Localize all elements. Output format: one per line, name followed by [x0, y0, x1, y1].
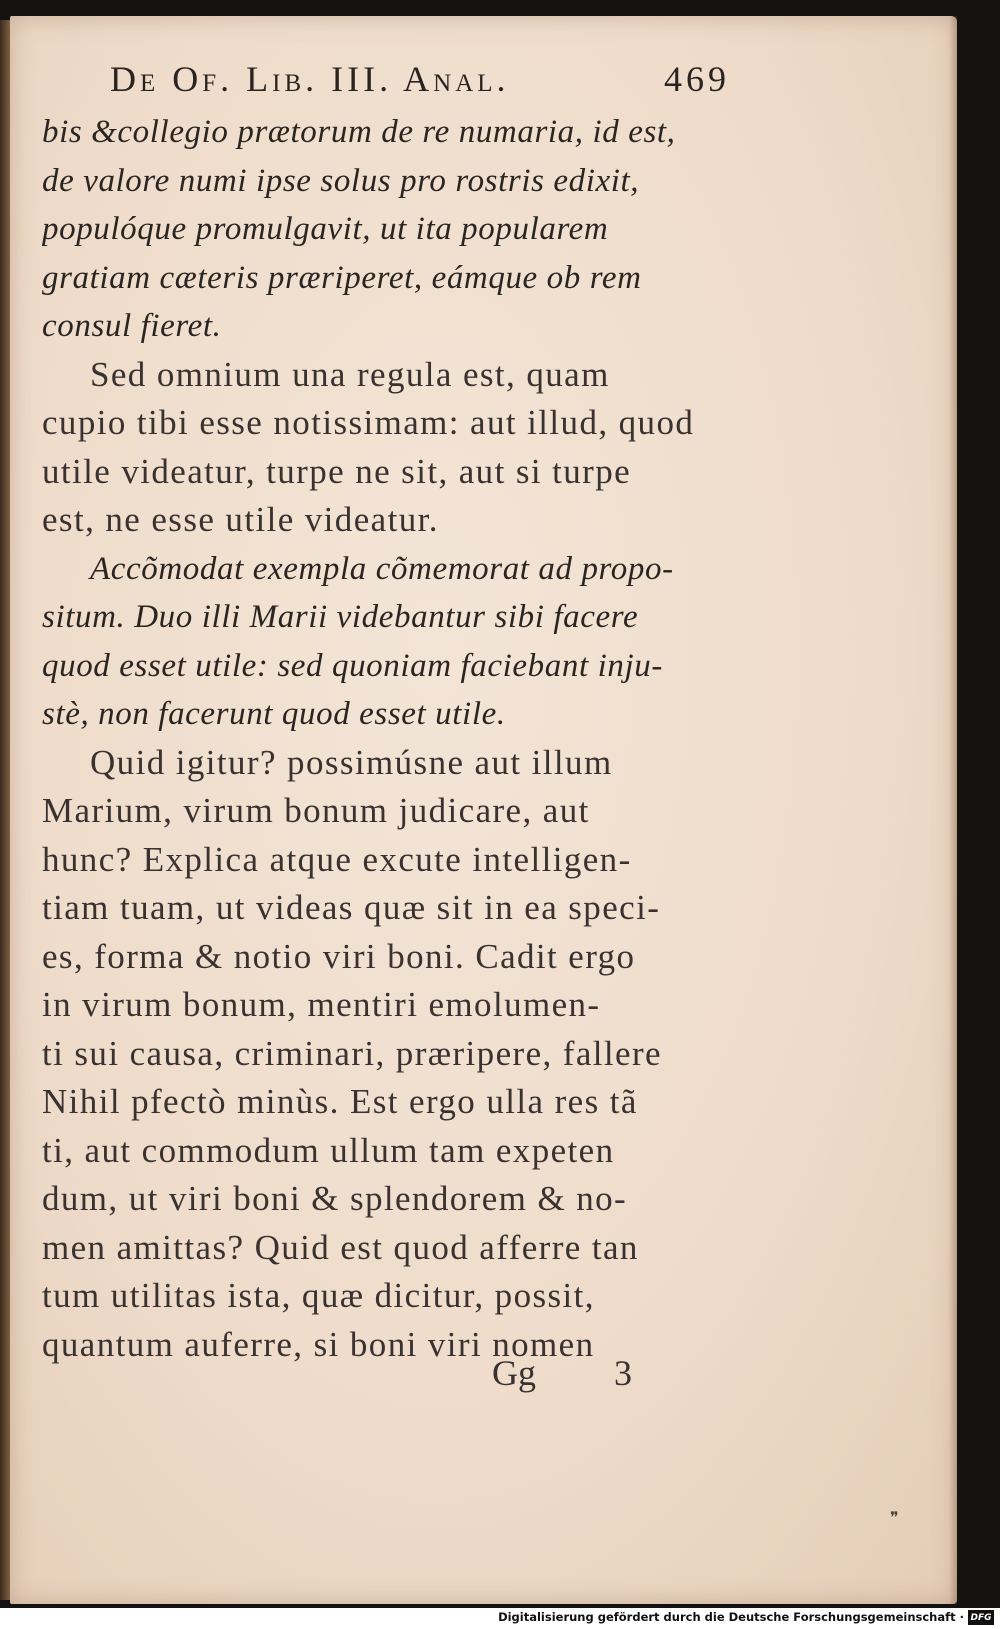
signature-catchword	[492, 1352, 632, 1394]
text-line: Sed omnium una regula est, quam	[90, 354, 610, 394]
text-line: Quid igitur? possimúsne aut illum	[90, 742, 613, 782]
text-line: cupio tibi esse notissimam: aut illud, quod	[42, 403, 695, 442]
text-line: ti sui causa, criminari, præripere, fallere	[42, 1033, 662, 1073]
text-line: quantum auferre, si boni viri nomen	[42, 1324, 595, 1364]
body-text	[42, 108, 747, 1369]
page-number: 469	[664, 59, 730, 99]
text-line: hunc? Explica atque excute intelligen-	[42, 839, 632, 879]
text-line: populóque promulgavit, ut ita popularem	[42, 211, 609, 247]
dfg-logo: DFG	[968, 1610, 994, 1625]
text-line: bis &collegio prætorum de re numaria, id est,	[42, 114, 676, 150]
text-line: in virum bonum, mentiri emolumen-	[42, 985, 601, 1024]
running-head-title: De Of. Lib. III. Anal.	[110, 59, 510, 99]
text-line: quod esset utile: sed quoniam faciebant inju-	[42, 647, 663, 684]
text-line: stè, non facerunt quod esset utile.	[42, 696, 506, 732]
text-line: utile videatur, turpe ne sit, aut si turpe	[42, 451, 632, 491]
text-line: ti, aut commodum ullum tam expeten	[42, 1130, 615, 1170]
text-line: consul fieret.	[42, 308, 222, 344]
page-edge-shadow	[949, 16, 957, 1604]
text-line: men amittas? Quid est quod afferre tan	[42, 1227, 639, 1267]
text-line: tiam tuam, ut videas quæ sit in ea speci-	[42, 888, 661, 927]
text-line: est, ne esse utile videatur.	[42, 500, 439, 539]
stray-mark: ❞	[890, 1510, 899, 1527]
funding-credit: Digitalisierung gefördert durch die Deutsche Forschungsgemeinschaft ·	[498, 1610, 964, 1624]
text-line: tum utilitas ista, quæ dicitur, possit,	[42, 1276, 595, 1315]
running-head	[110, 58, 730, 108]
text-line: de valore numi ipse solus pro rostris edixit,	[42, 162, 640, 199]
signature-letters: Gg	[492, 1353, 536, 1393]
text-line: situm. Duo illi Marii videbantur sibi facere	[42, 599, 639, 635]
text-line: es, forma & notio viri boni. Cadit ergo	[42, 936, 636, 976]
signature-number: 3	[614, 1353, 632, 1393]
text-line: dum, ut viri boni & splendorem & no-	[42, 1179, 628, 1218]
text-line: Nihil pfectò minùs. Est ergo ulla res tã	[42, 1082, 638, 1121]
text-line: Accõmodat exempla cõmemorat ad propo-	[90, 550, 674, 587]
text-line: gratiam cæteris præriperet, eámque ob rem	[42, 259, 642, 296]
digitization-footer	[0, 1608, 1000, 1629]
text-line: Marium, virum bonum judicare, aut	[42, 791, 590, 830]
